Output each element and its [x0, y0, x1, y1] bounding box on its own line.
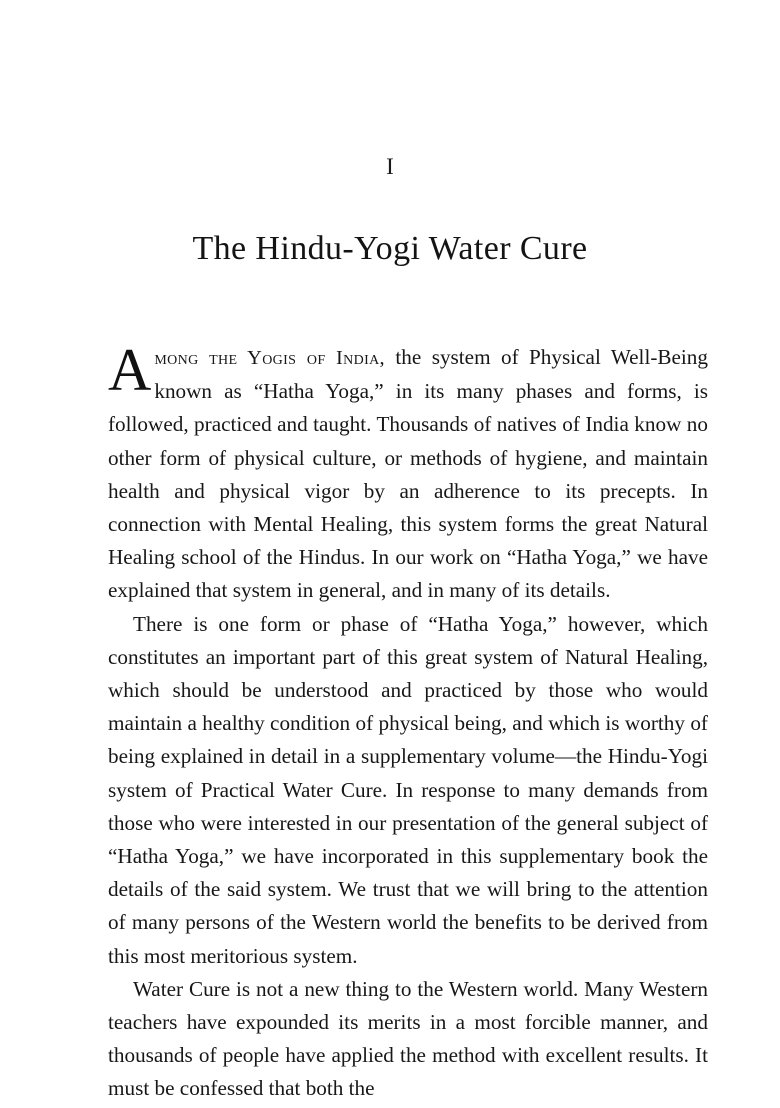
paragraph-1-text: the system of Physical Well-Being known as “Hatha Yoga,” in its many phases and forms, is followed, practiced and taught. Thousands of natives of India know no other form of physical culture, or methods of hygiene, and maintain health and physical vigor by an adherence to its precepts. In connection with Mental Healing, this system forms the great Natural Healing school of the Hindus. In our work on “Hatha Yoga,” we have explained that system in general, and in many of its details. — [108, 345, 708, 603]
chapter-number-mark: I — [386, 154, 394, 179]
paragraph-1 — [108, 337, 708, 608]
small-caps-lead-in: mong the Yogis of India, — [154, 347, 385, 369]
paragraph-3: Water Cure is not a new thing to the Western world. Many Western teachers have expounded its merits in a most forcible manner, and thousands of people have applied the method with excellent results. It must be confessed that both the — [108, 976, 708, 1101]
chapter-title: The Hindu-Yogi Water Cure — [192, 229, 588, 267]
paragraph-2: There is one form or phase of “Hatha Yoga,” however, which constitutes an important part of this great system of Natural Healing, which should be understood and practiced by those who would maintain a healthy condition of physical being, and which is worthy of being explained in detail in a supplementary volume—the Hindu-Yogi system of Practical Water Cure. In response to many demands from those who were interested in our presentation of the general subject of “Hatha Yoga,” we have incorporated in this supplementary book the details of the said system. We trust that we will bring to the attention of many persons of the Western world the benefits to be derived from this most meritorious system. — [108, 611, 708, 968]
body-text-block — [108, 337, 708, 1106]
drop-cap-letter: A — [108, 337, 152, 403]
